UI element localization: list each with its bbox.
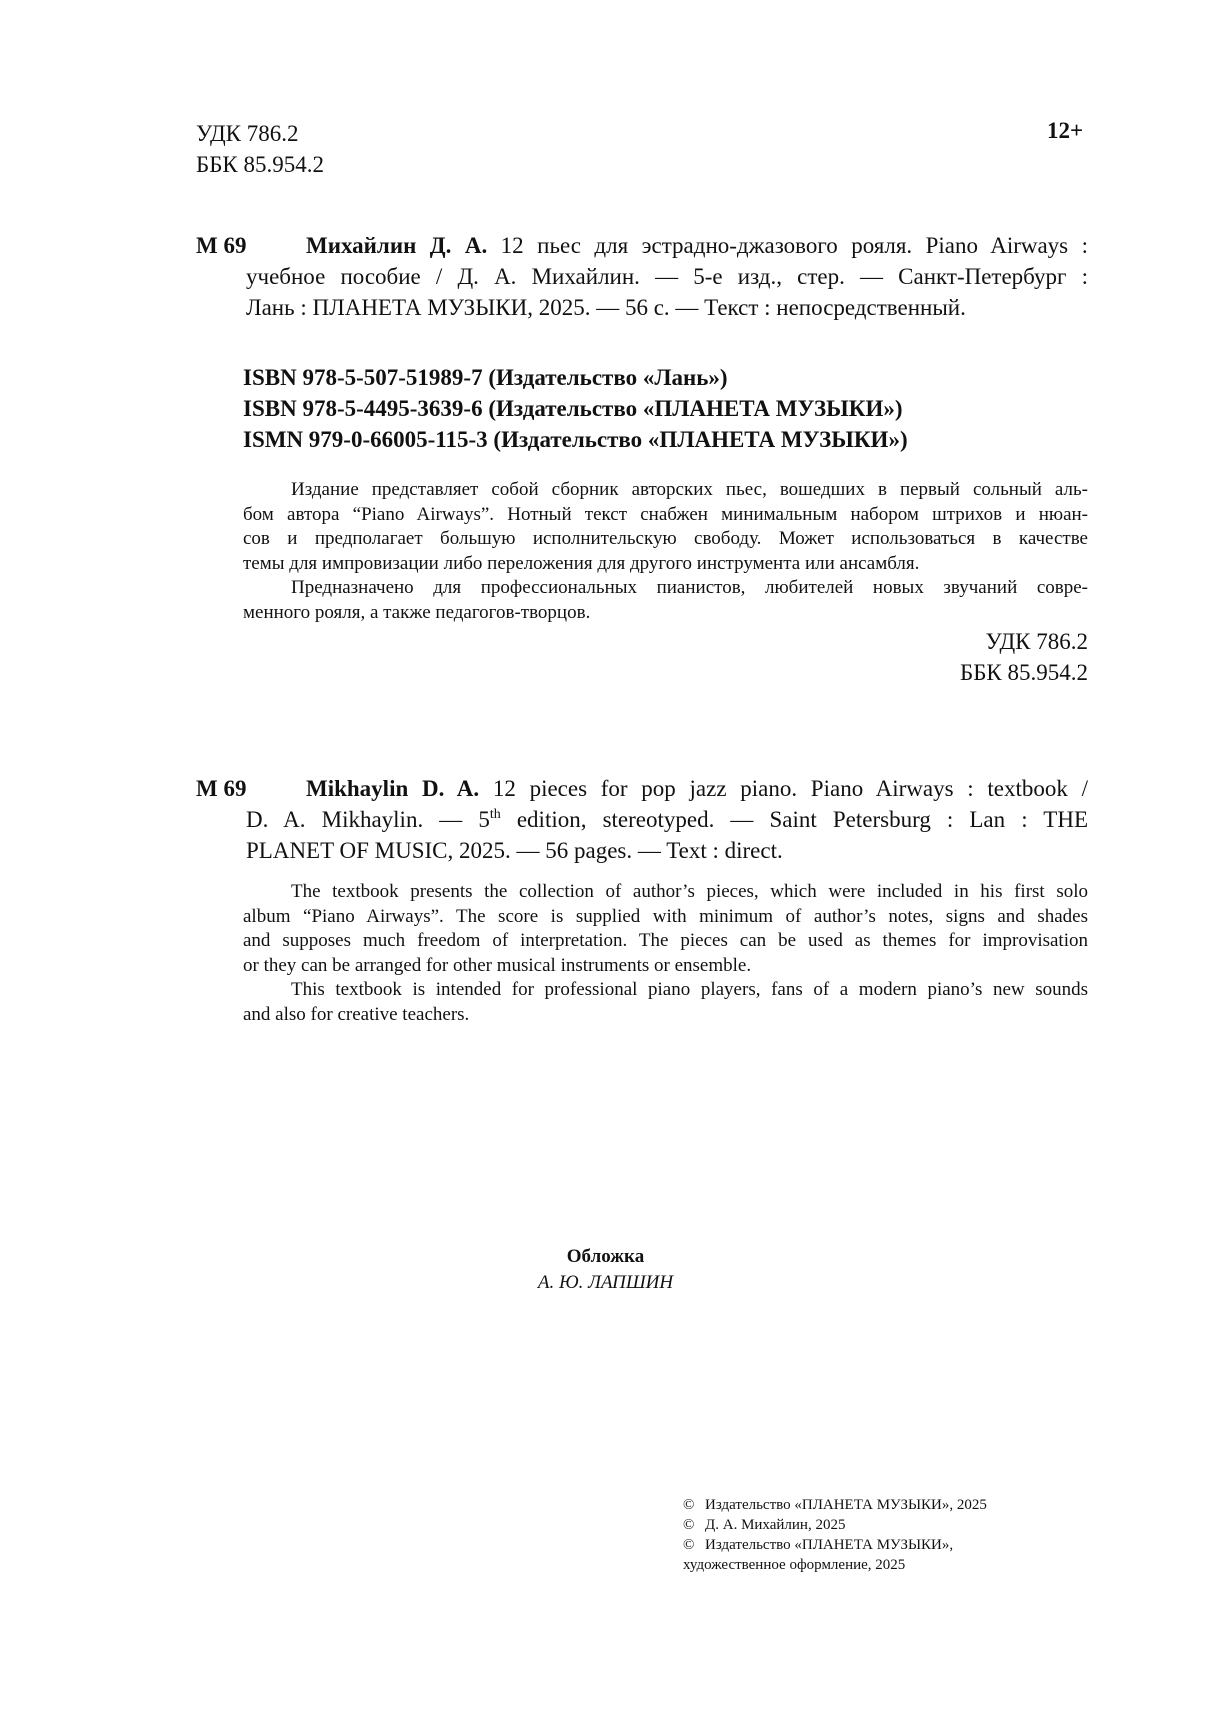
copyright-block xyxy=(683,1495,987,1575)
copyright-icon: © xyxy=(683,1537,695,1553)
ru-title: 12 пьес для эстрадно-джазового рояля. Piano Airways : xyxy=(500,233,1088,258)
ru-abstract-line: темы для импровизации либо переложения для другого инструмента или ансамбля. xyxy=(243,552,920,574)
ismn-planeta: ISMN 979-0-66005-115-3 (Издательство «ПЛАНЕТА МУЗЫКИ») xyxy=(243,427,908,452)
ru-abstract xyxy=(243,478,1088,625)
copyright-line xyxy=(683,1535,987,1555)
ru-abstract-line: сов и предполагает большую исполнительскую свободу. Может использоваться в качестве xyxy=(243,528,1088,549)
isbn-lan: ISBN 978-5-507-51989-7 (Издательство «Лань») xyxy=(243,365,728,390)
ru-author-name: Михайлин Д. А. xyxy=(306,233,488,258)
copyright-line xyxy=(683,1495,987,1515)
en-author-code: M 69 xyxy=(196,776,247,801)
en-title: 12 pieces for pop jazz piano. Piano Airways : textbook / xyxy=(492,776,1088,801)
cover-credit xyxy=(0,1244,1211,1296)
en-entry-line-3: PLANET OF MUSIC, 2025. — 56 pages. — Text : direct. xyxy=(246,838,783,863)
ru-abstract-line: Издание представляет собой сборник авторских пьес, вошедших в первый сольный аль- xyxy=(291,479,1088,500)
en-abstract-line: This textbook is intended for professional piano players, fans of a modern piano’s new sounds xyxy=(291,979,1088,1000)
copyright-icon: © xyxy=(683,1497,695,1513)
en-abstract-line: album “Piano Airways”. The score is supplied with minimum of author’s notes, signs and shades xyxy=(243,905,1088,927)
ru-abstract-line: Предназначено для профессиональных пианистов, любителей новых звучаний совре- xyxy=(291,577,1088,598)
udk-bbk-header xyxy=(196,118,324,180)
en-bibliographic-entry xyxy=(196,773,1088,866)
copyright-author: Д. А. Михайлин, 2025 xyxy=(705,1517,846,1533)
en-abstract xyxy=(243,880,1088,1027)
ru-abstract-line: менного рояля, а также педагогов-творцов. xyxy=(243,601,591,623)
age-rating: 12+ xyxy=(1047,118,1084,143)
isbn-planeta: ISBN 978-5-4495-3639-6 (Издательство «ПЛАНЕТА МУЗЫКИ») xyxy=(243,396,903,421)
udk-bbk-right xyxy=(960,626,1088,688)
isbn-block xyxy=(243,362,908,455)
ru-abstract-line: бом автора “Piano Airways”. Нотный текст снабжен минимальным набором штрихов и нюан- xyxy=(243,503,1088,525)
copyright-line: художественное оформление, 2025 xyxy=(683,1557,906,1573)
copyright-publisher: Издательство «ПЛАНЕТА МУЗЫКИ», 2025 xyxy=(705,1497,987,1513)
cover-artist: А. Ю. ЛАПШИН xyxy=(537,1272,674,1293)
en-entry-line-1 xyxy=(246,773,1088,804)
ru-bibliographic-entry xyxy=(196,230,1088,323)
ru-entry-line-2: учебное пособие / Д. А. Михайлин. — 5-е изд., стер. — Санкт-Петербург : xyxy=(246,264,1088,289)
en-author-name: Mikhaylin D. A. xyxy=(306,776,480,801)
ru-entry-line-3: Лань : ПЛАНЕТА МУЗЫКИ, 2025. — 56 с. — Текст : непосредственный. xyxy=(246,295,966,320)
en-abstract-line: and also for creative teachers. xyxy=(243,1003,470,1025)
ru-author-code: М 69 xyxy=(196,233,247,258)
bbk-code: ББК 85.954.2 xyxy=(196,152,325,177)
copyright-icon: © xyxy=(683,1517,695,1533)
bbk-code-right: ББК 85.954.2 xyxy=(959,660,1088,685)
copyright-line xyxy=(683,1515,987,1535)
en-edition-suffix: th xyxy=(489,807,501,822)
cover-label: Обложка xyxy=(566,1246,645,1267)
en-abstract-line: or they can be arranged for other musical instruments or ensemble. xyxy=(243,954,752,976)
ru-entry-line-1 xyxy=(246,230,1088,261)
udk-code: УДК 786.2 xyxy=(196,121,299,146)
en-entry-line-2 xyxy=(246,804,1088,835)
en-abstract-line: and supposes much freedom of interpretation. The pieces can be used as themes for improvisation xyxy=(243,930,1088,951)
udk-code-right: УДК 786.2 xyxy=(985,629,1088,654)
copyright-design: Издательство «ПЛАНЕТА МУЗЫКИ», xyxy=(705,1537,954,1553)
en-abstract-line: The textbook presents the collection of author’s pieces, which were included in his first solo xyxy=(291,881,1088,902)
en-entry-line-2-a: D. A. Mikhaylin. — 5 xyxy=(246,807,490,832)
en-entry-line-2-b: edition, stereotyped. — Saint Petersburg : Lan : THE xyxy=(500,807,1088,832)
